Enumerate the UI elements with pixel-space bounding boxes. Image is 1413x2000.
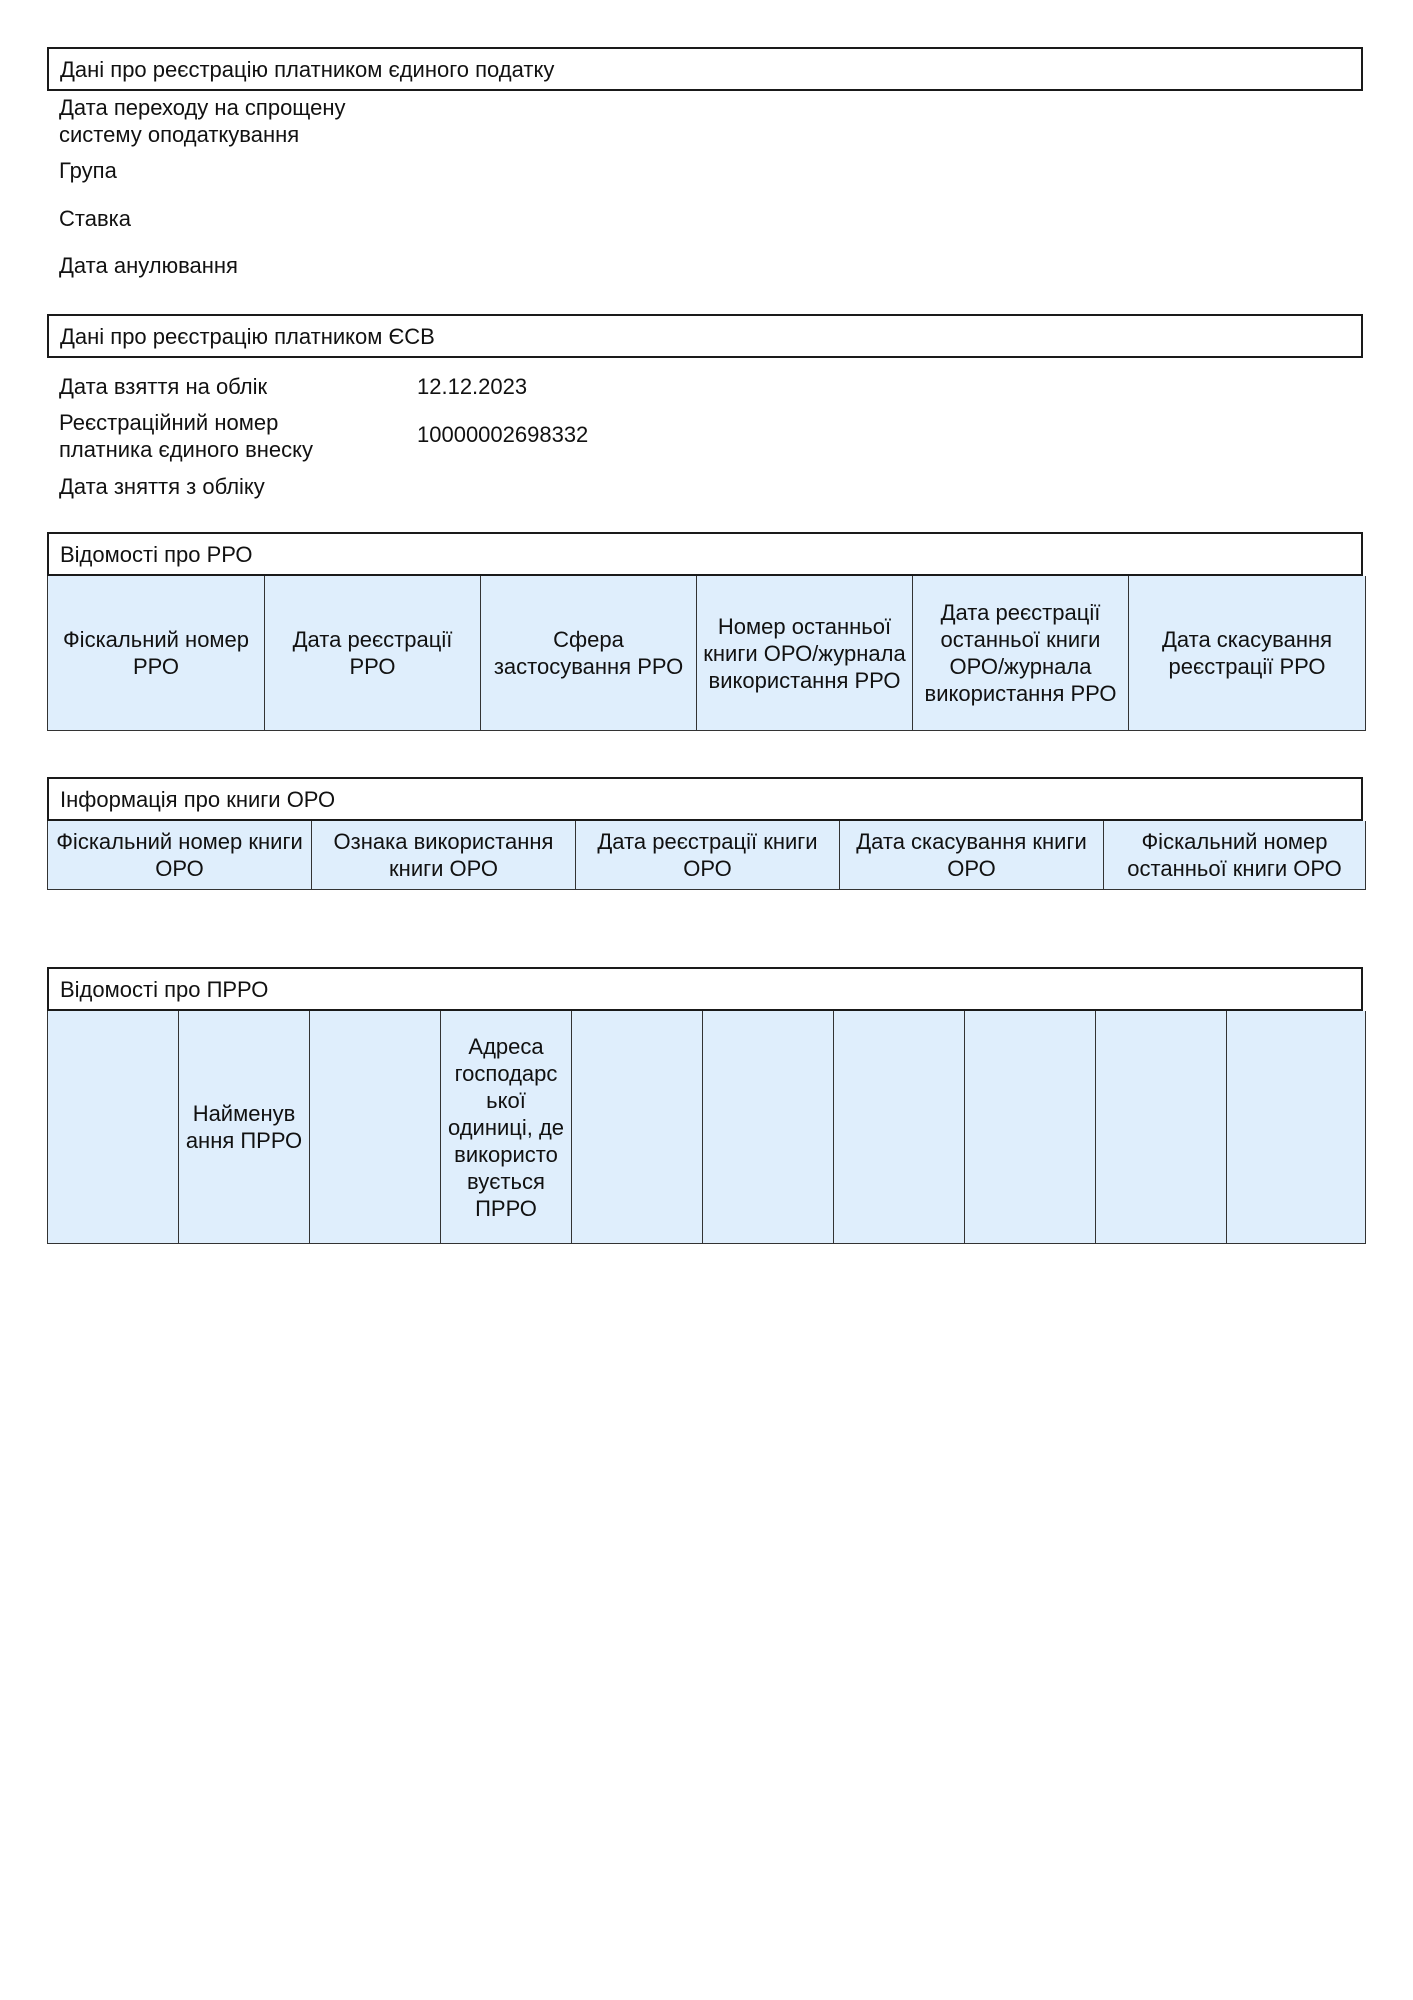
rro-table-header bbox=[47, 576, 1366, 731]
prro-section-title bbox=[47, 967, 1363, 1011]
rro-section-title bbox=[47, 532, 1363, 576]
label-line: платника єдиного внеску bbox=[59, 437, 314, 462]
rate-label: Ставка bbox=[59, 206, 131, 231]
single-tax-section-title bbox=[47, 47, 1363, 91]
rro-title-text: Відомості про РРО bbox=[60, 541, 253, 567]
prro-table-header bbox=[47, 1011, 1366, 1244]
prro-title-text: Відомості про ПРРО bbox=[60, 976, 269, 1002]
rro-col-cancellation-date: Дата скасування реєстрації РРО bbox=[1129, 576, 1365, 730]
registration-date-value: 12.12.2023 bbox=[417, 374, 528, 399]
cancellation-date-label: Дата анулювання bbox=[59, 253, 238, 278]
oro-col-last-book-fiscal-number: Фіскальний номер останньої книги ОРО bbox=[1104, 821, 1365, 889]
oro-col-cancellation-date: Дата скасування книги ОРО bbox=[840, 821, 1104, 889]
single-tax-title-text: Дані про реєстрацію платником єдиного податку bbox=[60, 56, 555, 82]
prro-col-3 bbox=[310, 1011, 441, 1243]
rro-col-registration-date: Дата реєстрації РРО bbox=[265, 576, 481, 730]
esv-title-text: Дані про реєстрацію платником ЄСВ bbox=[60, 323, 435, 349]
rro-col-last-book-number: Номер останньої книги ОРО/журнала використання РРО bbox=[697, 576, 913, 730]
oro-books-table-header bbox=[47, 821, 1366, 890]
simplified-system-date-label bbox=[59, 94, 346, 148]
deregistration-date-label: Дата зняття з обліку bbox=[59, 474, 265, 499]
registration-date-label: Дата взяття на облік bbox=[59, 374, 268, 399]
esv-registration-number-value: 10000002698332 bbox=[417, 422, 589, 447]
prro-col-6 bbox=[703, 1011, 834, 1243]
group-label: Група bbox=[59, 158, 117, 183]
label-line: систему оподаткування bbox=[59, 122, 300, 147]
oro-col-fiscal-number: Фіскальний номер книги ОРО bbox=[48, 821, 312, 889]
oro-books-title-text: Інформація про книги ОРО bbox=[60, 786, 336, 812]
oro-books-section-title bbox=[47, 777, 1363, 821]
prro-col-8 bbox=[965, 1011, 1096, 1243]
esv-registration-number-label bbox=[59, 409, 313, 463]
rro-col-scope: Сфера застосування РРО bbox=[481, 576, 697, 730]
prro-col-7 bbox=[834, 1011, 965, 1243]
prro-col-business-unit-address: Адреса господарс ької одиниці, де використо вується ПРРО bbox=[441, 1011, 572, 1243]
esv-section-title bbox=[47, 314, 1363, 358]
label-line: Дата переходу на спрощену bbox=[59, 95, 346, 120]
oro-col-usage-flag: Ознака використання книги ОРО bbox=[312, 821, 576, 889]
prro-col-name: Найменув ання ПРРО bbox=[179, 1011, 310, 1243]
prro-col-9 bbox=[1096, 1011, 1227, 1243]
label-line: Реєстраційний номер bbox=[59, 410, 279, 435]
prro-col-10 bbox=[1227, 1011, 1365, 1243]
prro-col-5 bbox=[572, 1011, 703, 1243]
rro-col-fiscal-number: Фіскальний номер РРО bbox=[48, 576, 265, 730]
oro-col-registration-date: Дата реєстрації книги ОРО bbox=[576, 821, 840, 889]
rro-col-last-book-registration-date: Дата реєстрації останньої книги ОРО/журнала використання РРО bbox=[913, 576, 1129, 730]
prro-col-1 bbox=[48, 1011, 179, 1243]
